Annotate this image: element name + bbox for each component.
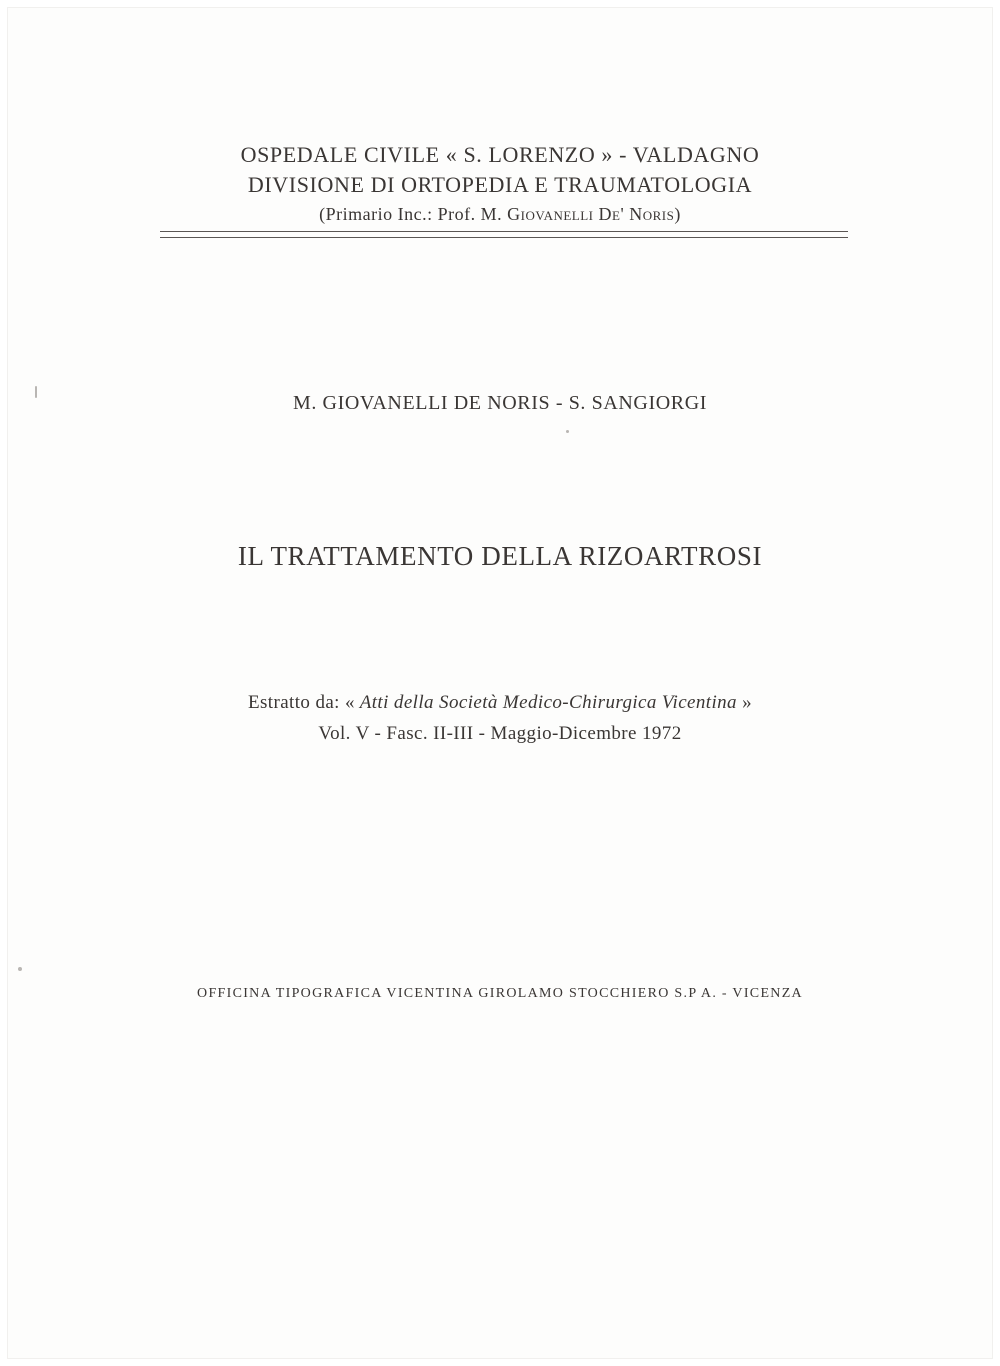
extract-citation [0,687,1000,749]
extract-source-line [0,687,1000,718]
paper-speck [18,967,22,971]
head-physician [0,200,1000,228]
head-physician-prefix: (Primario Inc.: Prof. M. [319,204,508,224]
hospital-name: OSPEDALE CIVILE « S. LORENZO » - VALDAGNO [240,142,760,167]
article-title: IL TRATTAMENTO DELLA RIZOARTROSI [237,541,763,571]
header-rule-bottom [160,237,848,238]
printer-imprint: OFFICINA TIPOGRAFICA VICENTINA GIROLAMO STOCCHIERO S.P A. - VICENZA [197,986,803,1001]
journal-name: Atti della Società Medico-Chirurgica Vicentina [354,692,743,713]
division-name: DIVISIONE DI ORTOPEDIA E TRAUMATOLOGIA [247,172,753,197]
authors: M. GIOVANELLI DE NORIS - S. SANGIORGI [292,392,708,414]
extract-suffix: » [742,692,752,713]
paper-speck [35,386,37,398]
head-physician-suffix: ) [674,204,681,224]
volume-line: Vol. V - Fasc. II-III - Maggio-Dicembre 1972 [318,723,682,744]
header-rule-top [160,231,848,232]
institution-header [0,140,1000,228]
paper-speck [566,430,569,433]
head-physician-name: Giovanelli De' Noris [507,204,675,224]
extract-prefix: Estratto da: « [248,692,355,713]
